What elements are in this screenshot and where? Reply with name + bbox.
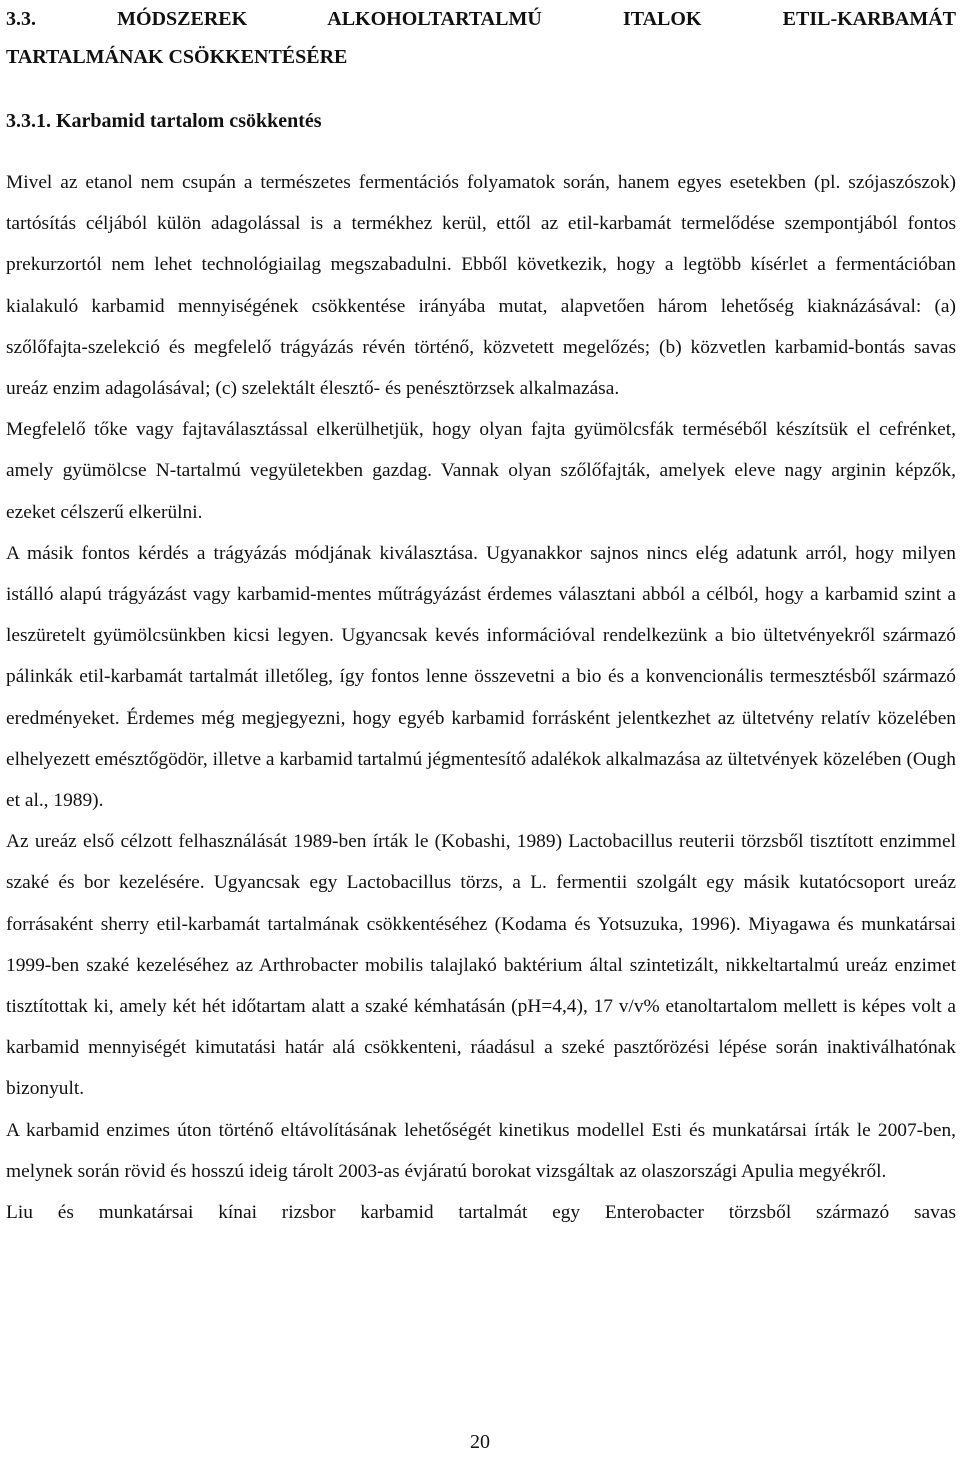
paragraph-4: Az ureáz első célzott felhasználását 1989-ben írták le (Kobashi, 1989) Lactobacillus reuterii törzsből tisztított enzimmel szaké és bor kezelésére. Ugyancsak egy Lactobacillus törzs, a L. fermentii szolgált egy másik kutatócsoport ureáz forrásaként sherry etil-karbamát tartalmának csökkentéséhez (Kodama és Yotsuzuka, 1996). Miyagawa és munkatársai 1999-ben szaké kezeléséhez az Arthrobacter mobilis talajlakó baktérium által szintetizált, nikkeltartalmú ureáz enzimet tisztítottak ki, amely két hét időtartam alatt a szaké kémhatásán (pH=4,4), 17 v/v% etanoltartalom mellett is képes volt a karbamid mennyiségét kimutatási határ alá csökkenteni, ráadásul a szeké pasztőrözési lépése során inaktiválhatónak bizonyult. <box>6 831 956 1100</box>
document-page <box>6 0 956 1459</box>
paragraph-2: Megfelelő tőke vagy fajtaválasztással elkerülhetjük, hogy olyan fajta gyümölcsfák terméséből készítsük el cefrénket, amely gyümölcse N-tartalmú vegyületekben gazdag. Vannak olyan szőlőfajták, amelyek eleve nagy arginin képzők, ezeket célszerű elkerülni. <box>6 419 956 523</box>
paragraph-1: Mivel az etanol nem csupán a természetes fermentációs folyamatok során, hanem egyes esetekben (pl. szójaszószok) tartósítás céljából külön adagolással is a termékhez kerül, ettől az etil-karbamát termelődése szempontjából fontos prekurzortól nem lehet technológiailag megszabadulni. Ebből következik, hogy a legtöbb kísérlet a fermentációban kialakuló karbamid mennyiségének csökkentése irányába mutat, alapvetően három lehetőség kiaknázásával: (a) szőlőfajta-szelekció és megfelelő trágyázás révén történő, közvetett megelőzés; (b) közvetlen karbamid-bontás savas ureáz enzim adagolásával; (c) szelektált élesztő- és penésztörzsek alkalmazása. <box>6 172 956 400</box>
paragraph-6: Liu és munkatársai kínai rizsbor karbamid tartalmát egy Enterobacter törzsből származó savas <box>6 1202 956 1224</box>
section-heading-line-1: 3.3. MÓDSZEREK ALKOHOLTARTALMÚ ITALOK ETIL-KARBAMÁT <box>6 8 956 30</box>
section-heading-line-2: TARTALMÁNAK CSÖKKENTÉSÉRE <box>6 46 348 68</box>
subsection-heading: 3.3.1. Karbamid tartalom csökkentés <box>6 110 322 132</box>
page-number: 20 <box>470 1431 490 1453</box>
paragraph-3: A másik fontos kérdés a trágyázás módjának kiválasztása. Ugyanakkor sajnos nincs elég adatunk arról, hogy milyen istálló alapú trágyázást vagy karbamid-mentes műtrágyázást érdemes választani abból a célból, hogy a karbamid szint a leszüretelt gyümölcsünkben kicsi legyen. Ugyancsak kevés információval rendelkezünk a bio ültetvényekről származó pálinkák etil-karbamát tartalmát illetőleg, így fontos lenne összevetni a bio és a konvencionális termesztésből származó eredményeket. Érdemes még megjegyezni, hogy egyéb karbamid forrásként jelentkezhet az ültetvény relatív közelében elhelyezett emésztőgödör, illetve a karbamid tartalmú jégmentesítő adalékok alkalmazása az ültetvények közelében (Ough et al., 1989). <box>6 542 956 812</box>
section-heading <box>6 0 956 76</box>
paragraph-5: A karbamid enzimes úton történő eltávolításának lehetőségét kinetikus modellel Esti és munkatársai írták le 2007-ben, melynek során rövid és hosszú ideig tárolt 2003-as évjáratú borokat vizsgáltak az olaszországi Apulia megyékről. <box>6 1119 956 1182</box>
